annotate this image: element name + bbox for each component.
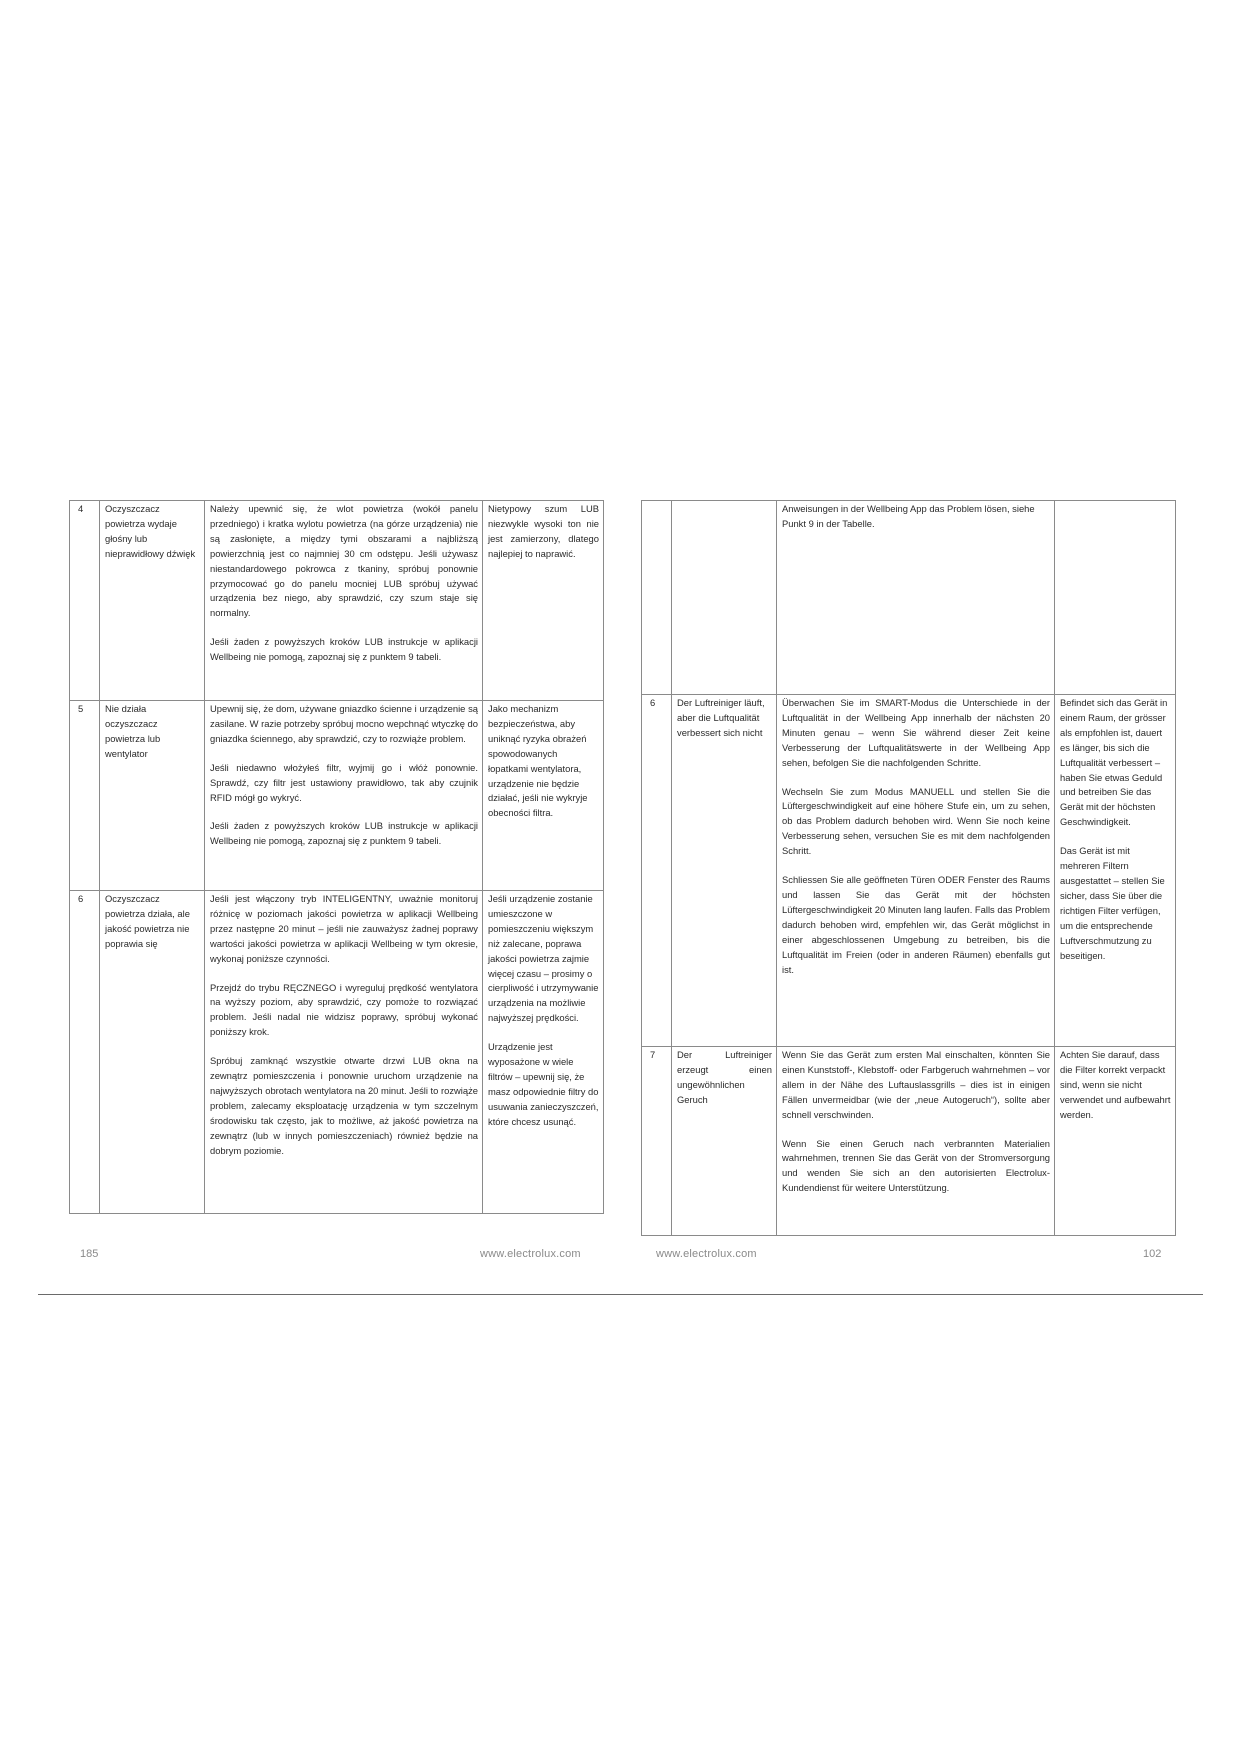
solution-paragraph: Wenn Sie einen Geruch nach verbrannten Materialien wahrnehmen, trennen Sie das Gerät von der Stromversorgung und wenden Sie sich an den autorisierten Electrolux-Kundendienst für weitere Unterstützung.: [782, 1137, 1050, 1194]
note-paragraph: Das Gerät ist mit mehreren Filtern ausgestattet – stellen Sie sicher, dass Sie über die richtigen Filter verfügen, um die entsprechende Luftverschmutzung zu beseitigen.: [1060, 845, 1165, 961]
row-number: 5: [70, 701, 100, 891]
solution-cell: [205, 701, 483, 891]
note-paragraph: Achten Sie darauf, dass die Filter korrekt verpackt sind, wenn sie nicht verwendet und aufbewahrt werden.: [1060, 1049, 1171, 1120]
solution-paragraph: Jeśli niedawno włożyłeś filtr, wyjmij go i włóż ponownie. Sprawdź, czy filtr jest ustawiony prawidłowo, tak aby czujnik RFID mógł go wykryć.: [210, 761, 478, 803]
note-cell: [483, 701, 604, 891]
website-footer: www.electrolux.com: [656, 1248, 757, 1260]
note-paragraph: Befindet sich das Gerät in einem Raum, der grösser als empfohlen ist, dauert es länger, bis sich die Luftqualität verbessert – haben Sie etwas Geduld und betreiben Sie das Gerät mit der höchsten Geschwindigkeit.: [1060, 697, 1168, 828]
problem-cell: [672, 501, 777, 695]
solution-paragraph: Upewnij się, że dom, używane gniazdko ścienne i urządzenie są zasilane. W razie potrzeby spróbuj mocno wepchnąć wtyczkę do gniazdka ściennego, aby sprawdzić, czy to rozwiąże problem.: [210, 703, 478, 744]
problem-cell: Nie działa oczyszczacz powietrza lub wentylator: [100, 701, 205, 891]
note-paragraph: Jeśli urządzenie zostanie umieszczone w pomieszczeniu większym niż zalecane, poprawa jakości powietrza zajmie więcej czasu – prosimy o cierpliwość i utrzymywanie urządzenia na możliwie najwyższej prędkości.: [488, 893, 599, 1024]
note-paragraph: Urządzenie jest wyposażone w wiele filtrów – upewnij się, że masz odpowiednie filtry do usuwania zanieczyszczeń, które chcesz usunąć.: [488, 1041, 599, 1127]
bottom-divider: [38, 1294, 1203, 1295]
table-row: [70, 501, 604, 701]
problem-cell: Oczyszczacz powietrza działa, ale jakość powietrza nie poprawia się: [100, 891, 205, 1214]
problem-cell: Der Luftreiniger erzeugt einen ungewöhnlichen Geruch: [672, 1047, 777, 1236]
page-number: 102: [1143, 1248, 1162, 1260]
solution-cell: [205, 501, 483, 701]
troubleshooting-table-right: [641, 500, 1176, 1236]
table-row: [642, 501, 1176, 695]
note-cell: [483, 501, 604, 701]
problem-cell: Der Luftreiniger läuft, aber die Luftqualität verbessert sich nicht: [672, 695, 777, 1047]
solution-paragraph: Wenn Sie das Gerät zum ersten Mal einschalten, könnten Sie einen Kunststoff-, Klebstoff- oder Farbgeruch wahrnehmen – vor allem in der Nähe des Luftauslassgrills – dies ist in einigen Fällen unvermeidbar (wie der „neue Autogeruch“), sollte aber schnell verschwinden.: [782, 1049, 1050, 1120]
page-number: 185: [80, 1248, 99, 1260]
solution-paragraph: Spróbuj zamknąć wszystkie otwarte drzwi LUB okna na zewnątrz pomieszczenia i ponownie uruchom urządzenie na najwyższych obrotach wentylatora na 20 minut. Jeśli to rozwiąże problem, zalecamy eksploatację urządzenia w tym szczelnym środowisku tak często, jak to możliwe, aż jakość powietrza na zewnątrz (lub w innych pomieszczeniach) również będzie na dobrym poziomie.: [210, 1055, 478, 1156]
solution-paragraph: Należy upewnić się, że wlot powietrza (wokół panelu przedniego) i kratka wylotu powietrza (na górze urządzenia) nie są zasłonięte, a między tymi obszarami a najbliższą powierzchnią jest co najmniej 30 cm odstępu. Jeśli używasz niestandardowego pokrowca z tkaniny, spróbuj ponownie przymocować go do panelu mocniej LUB spróbuj używać urządzenia bez niego, aby sprawdzić, czy szum staje się normalny.: [210, 503, 478, 619]
solution-cell: [777, 1047, 1055, 1236]
table-row: [642, 1047, 1176, 1236]
solution-paragraph: Anweisungen in der Wellbeing App das Problem lösen, siehe Punkt 9 in der Tabelle.: [782, 503, 1035, 529]
problem-cell: Oczyszczacz powietrza wydaje głośny lub nieprawidłowy dźwięk: [100, 501, 205, 701]
note-paragraph: Jako mechanizm bezpieczeństwa, aby uniknąć ryzyka obrażeń spowodowanych łopatkami wentylatora, urządzenie nie będzie działać, jeśli nie wykryje obecności filtra.: [488, 703, 588, 819]
solution-cell: [777, 501, 1055, 695]
row-number: 4: [70, 501, 100, 701]
row-number: 6: [70, 891, 100, 1214]
note-paragraph: Nietypowy szum LUB niezwykle wysoki ton nie jest zamierzony, dlatego najlepiej to naprawić.: [488, 503, 599, 559]
table-row: [70, 891, 604, 1214]
row-number: [642, 501, 672, 695]
solution-paragraph: Jeśli żaden z powyższych kroków LUB instrukcje w aplikacji Wellbeing nie pomogą, zapoznaj się z punktem 9 tabeli.: [210, 820, 478, 847]
solution-paragraph: Jeśli jest włączony tryb INTELIGENTNY, uważnie monitoruj różnicę w poziomach jakości powietrza w aplikacji Wellbeing przez następne 20 minut – jeśli nie zauważysz żadnej poprawy wartości jakości powietrza w aplikacji Wellbeing w tym okresie, wykonaj poniższe czynności.: [210, 893, 478, 964]
note-cell: [483, 891, 604, 1214]
solution-cell: [777, 695, 1055, 1047]
row-number: 7: [642, 1047, 672, 1236]
table-row: [70, 701, 604, 891]
note-cell: [1055, 1047, 1176, 1236]
row-number: 6: [642, 695, 672, 1047]
solution-paragraph: Überwachen Sie im SMART-Modus die Unterschiede in der Luftqualität in der Wellbeing App innerhalb der nächsten 20 Minuten genau – wenn Sie während dieser Zeit keine Verbesserung der Luftqualitätswerte in der Wellbeing App sehen, befolgen Sie die nachfolgenden Schritte.: [782, 697, 1050, 768]
note-cell: [1055, 695, 1176, 1047]
solution-paragraph: Wechseln Sie zum Modus MANUELL und stellen Sie die Lüftergeschwindigkeit auf eine höhere Stufe ein, um zu sehen, ob das Problem dadurch behoben wird. Wenn Sie noch keine Verbesserung sehen, versuchen Sie es mit dem nachfolgenden Schritt.: [782, 785, 1050, 857]
solution-paragraph: Schliessen Sie alle geöffneten Türen ODER Fenster des Raums und lassen Sie das Gerät mit der höchsten Lüftergeschwindigkeit 20 Minuten lang laufen. Falls das Problem dadurch behoben wird, empfehlen wir, das Gerät möglichst in einer abgeschlossenen Umgebung zu betreiben, bis die Luftqualität im Freien (oder in anderen Räumen) ebenfalls gut ist.: [782, 874, 1050, 975]
website-footer: www.electrolux.com: [480, 1248, 581, 1260]
troubleshooting-table-left: [69, 500, 604, 1214]
solution-paragraph: Jeśli żaden z powyższych kroków LUB instrukcje w aplikacji Wellbeing nie pomogą, zapoznaj się z punktem 9 tabeli.: [210, 636, 478, 663]
solution-cell: [205, 891, 483, 1214]
note-cell: [1055, 501, 1176, 695]
solution-paragraph: Przejdź do trybu RĘCZNEGO i wyreguluj prędkość wentylatora na wyższy poziom, aby sprawdzić, czy pomoże to rozwiązać problem. Jeśli nadal nie widzisz poprawy, spróbuj wykonać poniższy krok.: [210, 981, 478, 1038]
table-row: [642, 695, 1176, 1047]
